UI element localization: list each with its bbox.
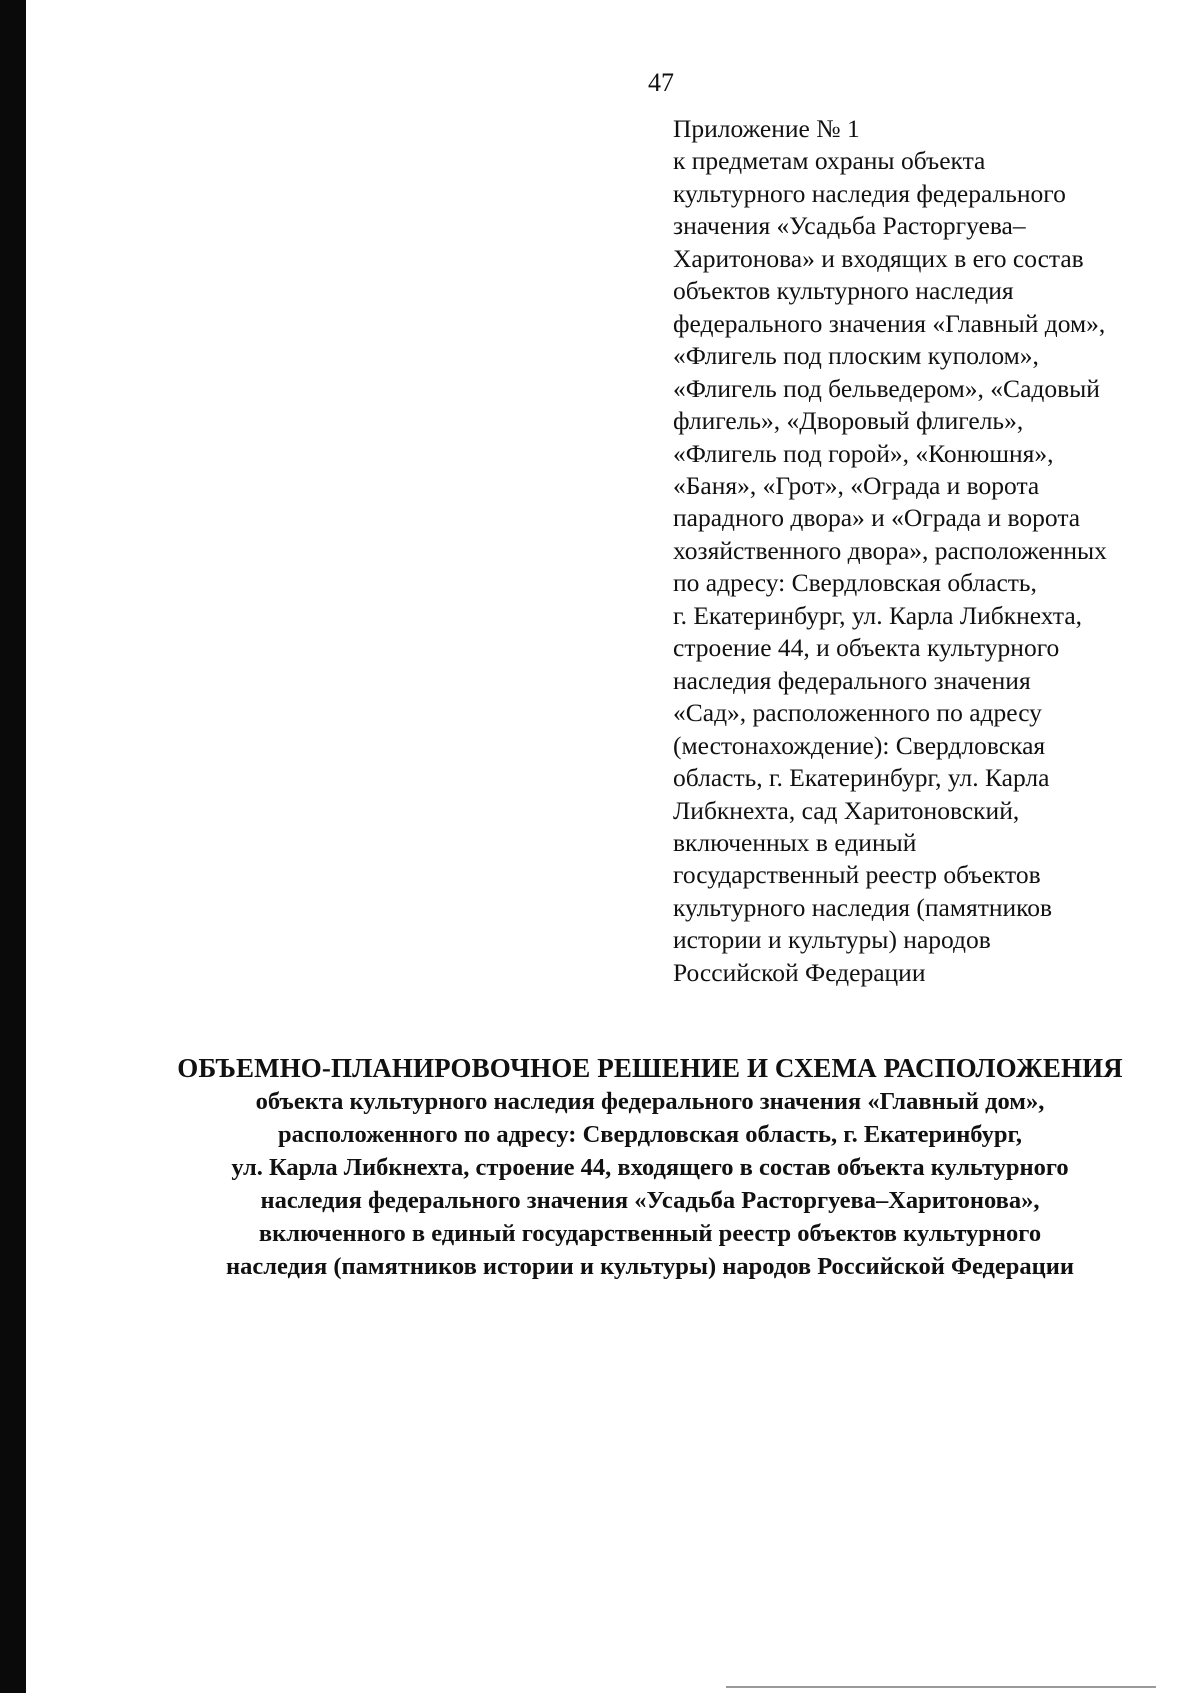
appendix-line: «Баня», «Грот», «Ограда и ворота xyxy=(673,470,1040,500)
appendix-line: (местонахождение): Свердловская xyxy=(673,730,1046,760)
appendix-line: культурного наследия (памятников xyxy=(673,892,1053,922)
appendix-line: истории и культуры) народов xyxy=(673,925,991,955)
page-number: 47 xyxy=(648,68,674,97)
appendix-line: «Флигель под бельведером», «Садовый xyxy=(673,373,1100,403)
scan-edge-shadow xyxy=(0,0,26,1693)
appendix-reference-block xyxy=(673,113,1193,989)
appendix-line: Харитонова» и входящих в его состав xyxy=(673,243,1084,273)
document-title-line: наследия федерального значения «Усадьба Расторгуева–Харитонова», xyxy=(260,1187,1040,1214)
appendix-line: Либкнехта, сад Харитоновский, xyxy=(673,795,1020,825)
appendix-line: к предметам охраны объекта xyxy=(673,146,986,176)
appendix-line: строение 44, и объекта культурного xyxy=(673,633,1060,663)
appendix-line: «Флигель под плоским куполом», xyxy=(673,341,1039,371)
document-title-line: объекта культурного наследия федерального значения «Главный дом», xyxy=(255,1088,1045,1115)
document-title-line: включенного в единый государственный реестр объектов культурного xyxy=(258,1220,1042,1247)
appendix-line: федерального значения «Главный дом», xyxy=(673,308,1106,338)
appendix-line: «Сад», расположенного по адресу xyxy=(673,698,1042,728)
appendix-line: область, г. Екатеринбург, ул. Карла xyxy=(673,763,1050,793)
document-title-block xyxy=(150,1052,1150,1283)
appendix-line: культурного наследия федерального xyxy=(673,178,1066,208)
appendix-line: Российской Федерации xyxy=(673,957,926,987)
appendix-line: «Флигель под горой», «Конюшня», xyxy=(673,438,1054,468)
document-title-line: наследия (памятников истории и культуры) народов Российской Федерации xyxy=(225,1253,1075,1280)
document-title-heading: ОБЪЕМНО-ПЛАНИРОВОЧНОЕ РЕШЕНИЕ И СХЕМА РАСПОЛОЖЕНИЯ xyxy=(177,1053,1123,1083)
appendix-line: г. Екатеринбург, ул. Карла Либкнехта, xyxy=(673,600,1083,630)
appendix-line: флигель», «Дворовый флигель», xyxy=(673,406,1024,436)
appendix-line: по адресу: Свердловская область, xyxy=(673,568,1037,598)
appendix-line: хозяйственного двора», расположенных xyxy=(673,535,1107,565)
appendix-line: включенных в единый xyxy=(673,827,917,857)
document-title-line: расположенного по адресу: Свердловская область, г. Екатеринбург, xyxy=(278,1121,1022,1148)
appendix-line: наследия федерального значения xyxy=(673,665,1031,695)
appendix-line: государственный реестр объектов xyxy=(673,860,1041,890)
scan-bottom-line xyxy=(726,1686,1156,1688)
appendix-line: парадного двора» и «Ограда и ворота xyxy=(673,503,1081,533)
appendix-line: Приложение № 1 xyxy=(673,114,860,143)
appendix-line: значения «Усадьба Расторгуева– xyxy=(673,211,1026,241)
document-title-line: ул. Карла Либкнехта, строение 44, входящего в состав объекта культурного xyxy=(231,1154,1069,1181)
appendix-line: объектов культурного наследия xyxy=(673,276,1014,306)
